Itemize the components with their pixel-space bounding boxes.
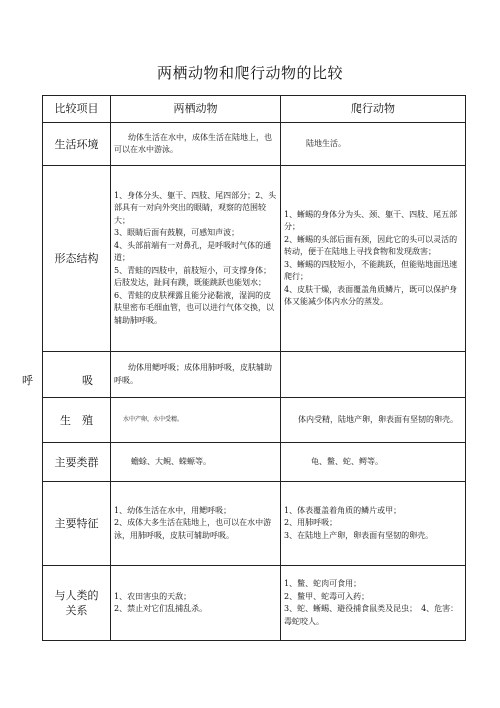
reptile-cell: 1、蜥蜴的身体分为头、颈、躯干、四肢、尾五部分； 2、蜥蜴的头部后面有颈，因此它的头可以灵活的转动，便于在陆地上寻找食物和发现敌害； 3、蜥蜴的四肢短小，不能跳跃，但能贴地面迅速爬行； 4、皮肤干燥，表面覆盖角质鳞片，既可以保护身体又能减少体内水分的蒸发。 [281, 166, 466, 352]
table-row-relationship [43, 566, 466, 641]
row-label: 主要特征 [43, 482, 111, 566]
row-label: 生活环境 [43, 123, 111, 166]
amphibian-cell: 1、农田害虫的天敌； 2、禁止对它们乱捕乱杀。 [111, 566, 281, 641]
table-row-reproduction [43, 398, 466, 443]
row-label: 与人类的关系 [43, 566, 111, 641]
amphibian-cell: 1、幼体生活在水中，用鳃呼吸； 2、成体大多生活在陆地上，也可以在水中游泳，用肺呼吸，皮肤可辅助呼吸。 [111, 482, 281, 566]
reptile-cell: 体内受精，陆地产卵，卵表面有坚韧的卵壳。 [281, 398, 466, 443]
header-item: 比较项目 [43, 96, 111, 123]
row-label: 生 殖 [43, 398, 111, 443]
table-header-row [43, 96, 466, 123]
reptile-cell: 陆地生活。 [281, 123, 466, 166]
page-title: 两栖动物和爬行动物的比较 [156, 64, 343, 82]
respiration-label-right: 吸 [82, 374, 93, 387]
comparison-table [42, 95, 466, 641]
table-row-morphology [43, 166, 466, 352]
amphibian-cell: 幼体生活在水中，成体生活在陆地上，也可以在水中游泳。 [111, 123, 281, 166]
respiration-label-left: 呼 [22, 374, 33, 387]
reptile-cell: 1、体表覆盖着角质的鳞片或甲； 2、用肺呼吸； 3、在陆地上产卵，卵表面有坚韧的卵壳。 [281, 482, 466, 566]
reptile-cell: 1、鳖、蛇肉可食用； 2、鳖甲、蛇毒可入药； 3、蛇、蜥蜴、避役捕食鼠类及昆虫； 4、危害：毒蛇咬人。 [281, 566, 466, 641]
amphibian-cell: 蟾蜍、大鲵、蝾螈等。 [111, 443, 281, 482]
amphibian-cell: 1、身体分头、躯干、四肢、尾四部分；2、头部具有一对向外突出的眼睛，观察的范围较大； 3、眼睛后面有鼓膜，可感知声波； 4、头部前端有一对鼻孔，是呼吸时气体的通道； 5、青蛙的四肢中，前肢短小，可支撑身体；后肢发达，趾间有蹼，既能跳跃也能划水； 6、青蛙的皮肤裸露且能分泌黏液，湿润的皮肤里密布毛细血管，也可以进行气体交换，以辅助肺呼吸。 [111, 166, 281, 352]
table-row-habitat [43, 123, 466, 166]
header-reptile: 爬行动物 [281, 96, 466, 123]
table-row-features [43, 482, 466, 566]
table-row-respiration [43, 352, 466, 398]
table-row-groups [43, 443, 466, 482]
amphibian-cell: 幼体用鳃呼吸；成体用肺呼吸，皮肤辅助呼吸。 [111, 352, 281, 398]
amphibian-cell: 水中产卵，水中受精。 [111, 398, 281, 443]
reptile-cell [281, 352, 466, 398]
row-label: 形态结构 [43, 166, 111, 352]
header-amphibian: 两栖动物 [111, 96, 281, 123]
reptile-cell: 龟、鳖、蛇、鳄等。 [281, 443, 466, 482]
row-label-empty [43, 352, 111, 398]
row-label: 主要类群 [43, 443, 111, 482]
